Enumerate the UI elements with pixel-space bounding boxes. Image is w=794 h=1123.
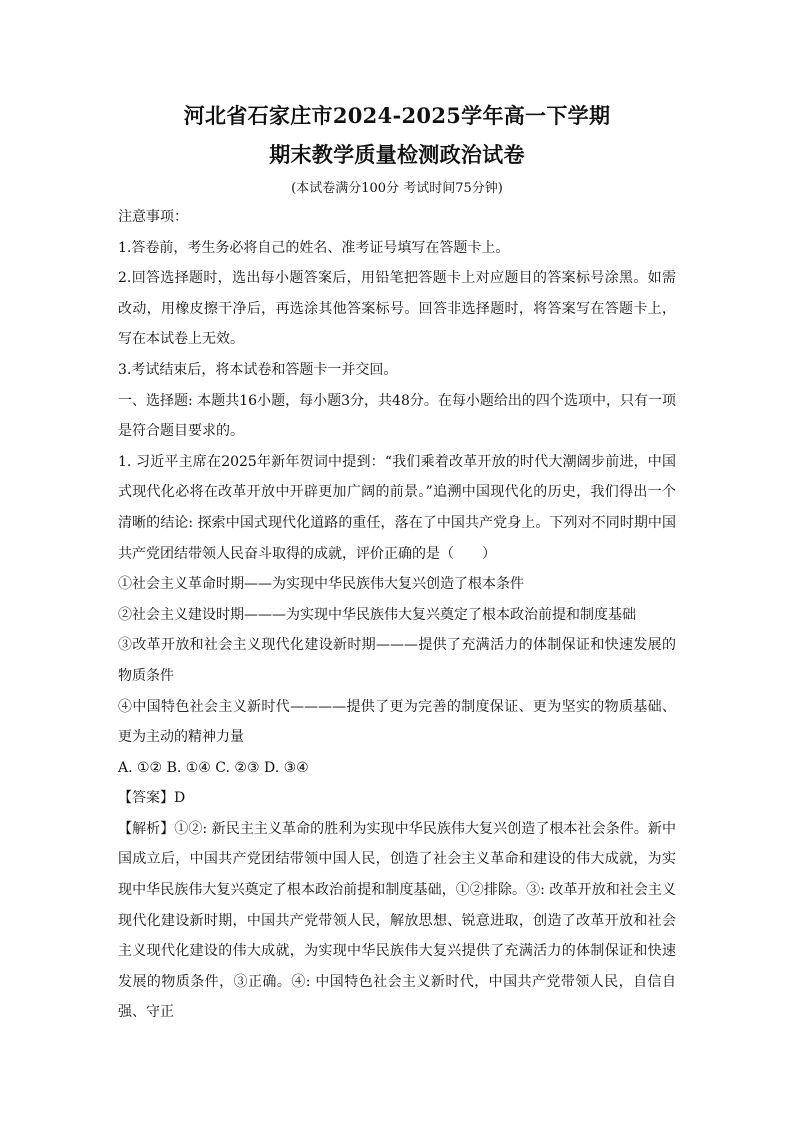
exam-title-line2: 期末教学质量检测政治试卷 <box>269 142 525 167</box>
notes-item-2: 2.回答选择题时，选出每小题答案后，用铅笔把答题卡上对应题目的答案标号涂黑。如需改动，用橡皮擦干净后，再选涂其他答案标号。回答非选择题时，将答案写在答题卡上，写在本试卷上无效。 <box>118 270 676 348</box>
exam-title-line1: 河北省石家庄市2024-2025学年高一下学期 <box>183 103 611 128</box>
question-1-choices: A. ①② B. ①④ C. ②③ D. ③④ <box>118 759 309 776</box>
question-1-option-3: ③改革开放和社会主义现代化建设新时期———提供了充满活力的体制保证和快速发展的物质条件 <box>118 637 676 684</box>
question-1-option-2: ②社会主义建设时期———为实现中华民族伟大复兴奠定了根本政治前提和制度基础 <box>118 606 636 623</box>
question-1-stem: 1. 习近平主席在2025年新年贺词中提到：“我们乘着改革开放的时代大潮阔步前进，中国式现代化必将在改革开放中开辟更加广阔的前景。”追溯中国现代化的历史，我们得出一个清晰的结论: 探索中国式现代化道路的重任，落在了中国共产党身上。下列对不同时期中国共产党团结带领人民奋斗取得的成就，评价正确的是（ ） <box>118 453 676 562</box>
question-1-analysis: 【解析】①②: 新民主主义革命的胜利为实现中华民族伟大复兴创造了根本社会条件。新中国成立后，中国共产党团结带领中国人民，创造了社会主义革命和建设的伟大成就，为实现中华民族伟大复兴奠定了根本政治前提和制度基础，①②排除。③: 改革开放和社会主义现代化建设新时期，中国共产党带领人民，解放思想、锐意进取，创造了改革开放和社会主义现代化建设的伟大成就，为实现中华民族伟大复兴提供了充满活力的体制保证和快速发展的物质条件，③正确。④: 中国特色社会主义新时代，中国共产党带领人民，自信自强、守正 <box>118 820 676 1021</box>
notes-heading: 注意事项： <box>118 209 188 225</box>
notes-item-1: 1.答卷前，考生务必将自己的姓名、准考证号填写在答题卡上。 <box>118 239 510 256</box>
exam-page <box>118 102 676 1028</box>
section1-heading: 一、选择题: 本题共16小题，每小题3分，共48分。在每小题给出的四个选项中，只有一项是符合题目要求的。 <box>118 392 676 440</box>
question-1-answer: 【答案】D <box>118 790 186 807</box>
exam-subtitle: (本试卷满分100分 考试时间75分钟) <box>291 181 503 196</box>
notes-item-3: 3.考试结束后，将本试卷和答题卡一并交回。 <box>118 361 398 378</box>
question-1-option-4: ④中国特色社会主义新时代————提供了更为完善的制度保证、更为坚实的物质基础、更为主动的精神力量 <box>118 698 676 746</box>
question-1-option-1: ①社会主义革命时期——为实现中华民族伟大复兴创造了根本条件 <box>118 576 524 593</box>
